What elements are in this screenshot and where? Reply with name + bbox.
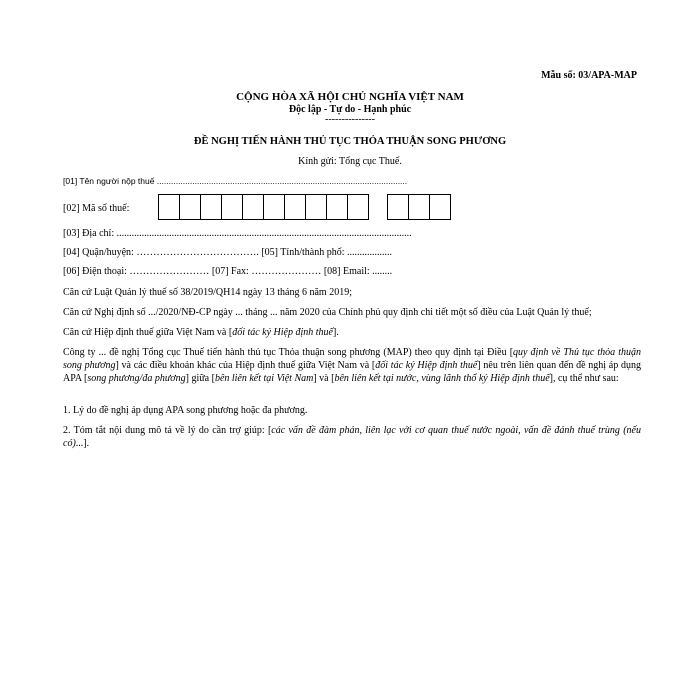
motto: Độc lập - Tự do - Hạnh phúc: [288, 104, 412, 115]
address-label: [03] Địa chỉ: ......................................................................................................................: [63, 228, 412, 239]
email-field[interactable]: [08] Email: ........: [323, 266, 393, 277]
tax-code-digit-box[interactable]: [158, 194, 180, 220]
tax-code-digit-box[interactable]: [264, 194, 285, 220]
tax-code-digit-box[interactable]: [327, 194, 348, 220]
tax-code-label: [02] Mã số thuế:: [63, 203, 130, 214]
tax-code-digit-box[interactable]: [201, 194, 222, 220]
tax-code-digit-box[interactable]: [387, 194, 409, 220]
province-field[interactable]: [05] Tỉnh/thành phố: ..................: [261, 247, 392, 258]
request-paragraph: Công ty ... đề nghị Tổng cục Thuế tiến hành thủ tục Thỏa thuận song phương (MAP) theo quy định tại Điều [quy định về Thủ tục thỏa thuận song phương] và các điều khoản khác của Hiệp định thuế giữa Việt Nam và [đối tác ký Hiệp định thuế] nêu trên liên quan đến đề nghị áp dụng APA [song phương/đa phương] giữa [bên liên kết tại Việt Nam] và [bên liên kết tại nước, vùng lãnh thổ ký Hiệp định thuế], cụ thể như sau:: [63, 347, 641, 384]
item-1: 1. Lý do đề nghị áp dụng APA song phương hoặc đa phương.: [63, 405, 308, 416]
basis-agreement: Căn cứ Hiệp định thuế giữa Việt Nam và [đối tác ký Hiệp định thuế].: [63, 327, 339, 338]
document-title: ĐỀ NGHỊ TIẾN HÀNH THỦ TỤC THỎA THUẬN SONG PHƯƠNG: [193, 136, 507, 147]
contact-line: [63, 266, 392, 277]
taxpayer-name-field[interactable]: [01] Tên người nộp thuế ..........................................................................................................: [63, 176, 408, 186]
form-number: Mẫu số: 03/APA-MAP: [541, 70, 637, 81]
district-province-line: [63, 247, 392, 258]
tax-code-digit-box[interactable]: [306, 194, 327, 220]
header-divider: ---------------: [325, 114, 375, 125]
address-field[interactable]: [63, 228, 412, 239]
tax-code-boxes-main[interactable]: [158, 194, 369, 220]
tax-code-digit-box[interactable]: [285, 194, 306, 220]
basis-law: Căn cứ Luật Quản lý thuế số 38/2019/QH14 ngày 13 tháng 6 năm 2019;: [63, 287, 352, 298]
tax-code-digit-box[interactable]: [222, 194, 243, 220]
nation-heading: CỘNG HÒA XÃ HỘI CHỦ NGHĨA VIỆT NAM: [236, 91, 464, 103]
fax-field[interactable]: [07] Fax: …………………: [211, 266, 322, 277]
basis-decree: Căn cứ Nghị định số .../2020/NĐ-CP ngày ... tháng ... năm 2020 của Chính phủ quy định chi tiết một số điều của Luật Quản lý thuế;: [63, 307, 592, 318]
tax-code-digit-box[interactable]: [243, 194, 264, 220]
tax-code-digit-box[interactable]: [180, 194, 201, 220]
tax-code-digit-box[interactable]: [409, 194, 430, 220]
item-2: 2. Tóm tắt nội dung mô tả về lý do cần trợ giúp: [các vấn đề đàm phán, liên lạc với cơ quan thuế nước ngoài, vấn đề đánh thuế trùng (nếu có)...].: [63, 425, 641, 449]
agreement-partner-placeholder: đối tác ký Hiệp định thuế: [232, 327, 333, 338]
phone-field[interactable]: [06] Điện thoại: ……………………: [63, 266, 210, 277]
tax-code-digit-box[interactable]: [348, 194, 369, 220]
tax-code-boxes-branch[interactable]: [387, 194, 451, 220]
tax-code-digit-box[interactable]: [430, 194, 451, 220]
recipient-line: Kính gửi: Tổng cục Thuế.: [298, 156, 402, 167]
district-field[interactable]: [04] Quận/huyện: ……………………………….: [63, 247, 259, 258]
